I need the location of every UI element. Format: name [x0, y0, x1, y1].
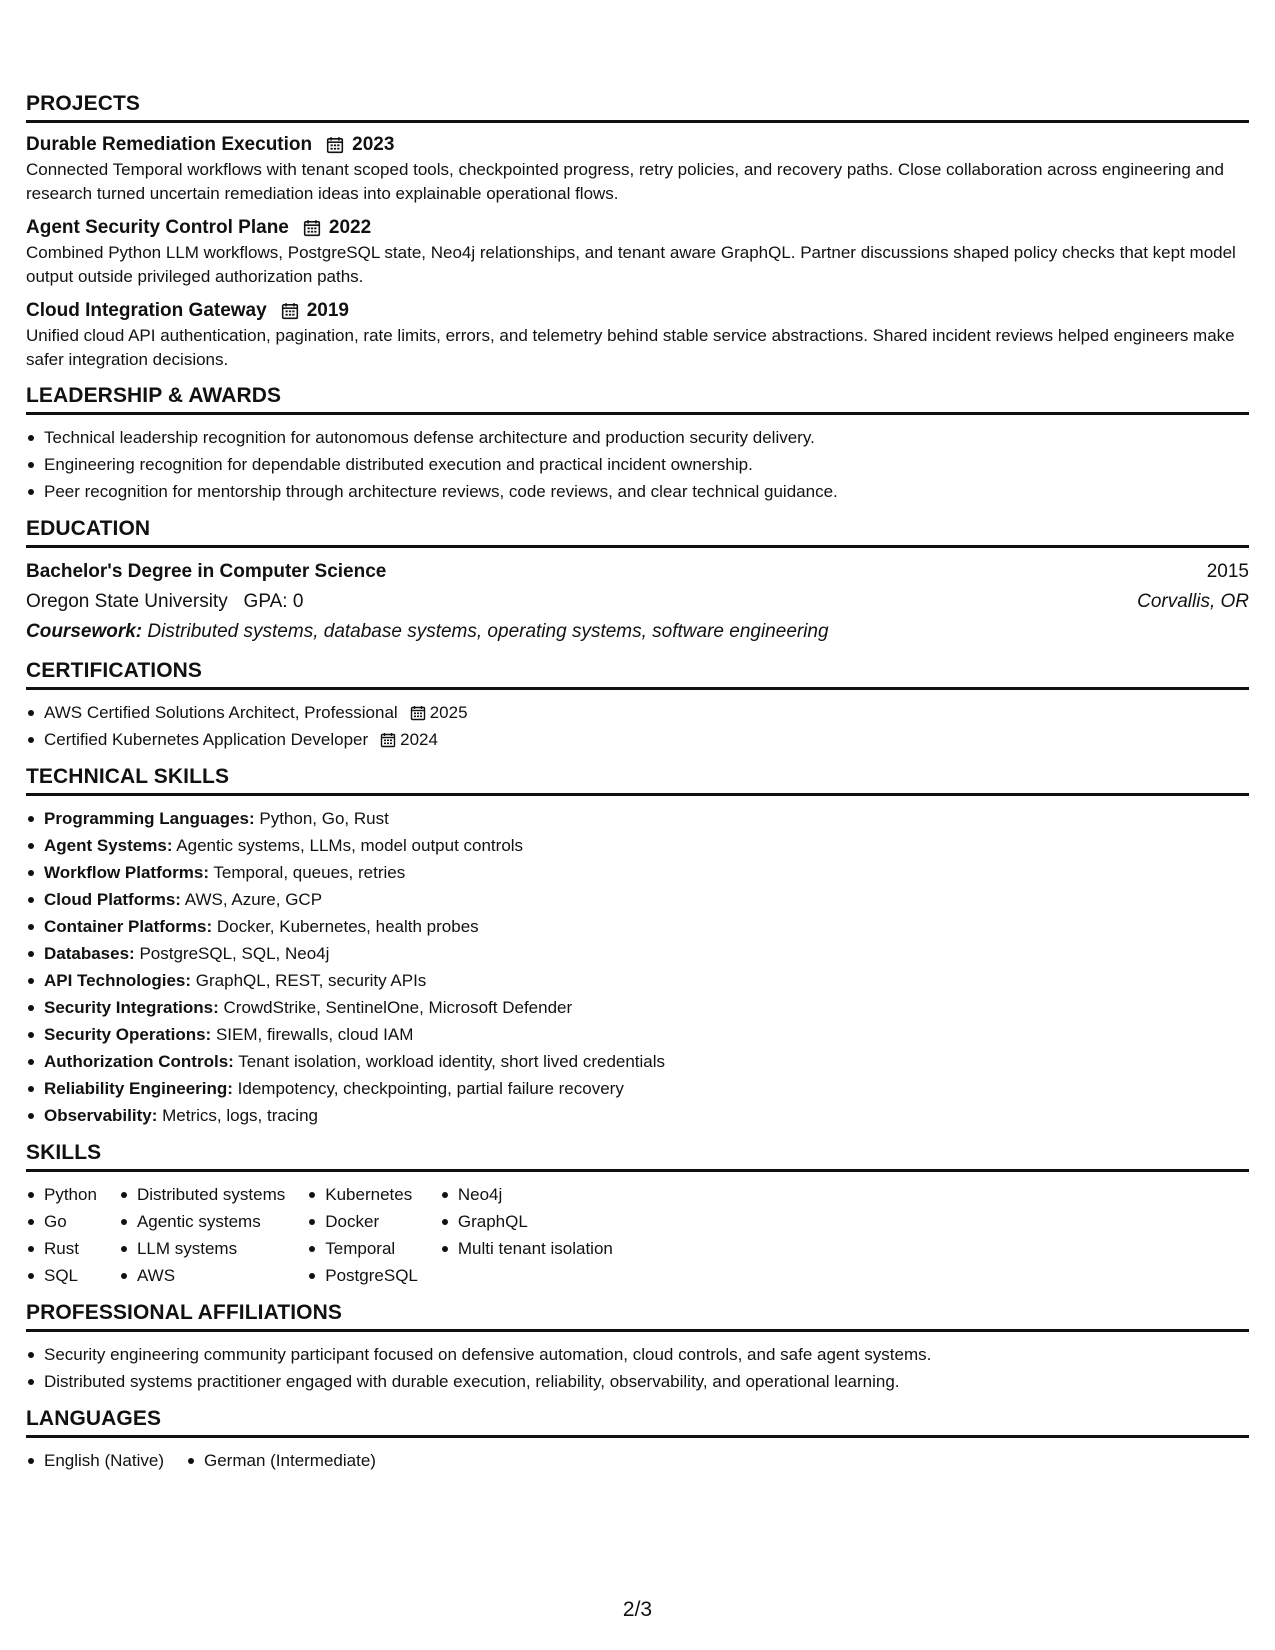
technical-skill-item [26, 859, 1249, 886]
section-title-education: EDUCATION [26, 517, 1249, 548]
technical-skill-label: Container Platforms: [44, 917, 213, 936]
skills-columns [26, 1181, 1249, 1289]
leadership-item: Technical leadership recognition for autonomous defense architecture and production security delivery. [26, 424, 1249, 451]
technical-skill-label: Workflow Platforms: [44, 863, 209, 882]
technical-skill-item [26, 994, 1249, 1021]
education-year: 2015 [1206, 561, 1249, 582]
certification-item [26, 699, 1249, 726]
technical-skill-item [26, 967, 1249, 994]
technical-skill-value: CrowdStrike, SentinelOne, Microsoft Defender [223, 998, 573, 1017]
technical-skill-label: Programming Languages: [44, 809, 255, 828]
certification-year: 2024 [400, 730, 438, 749]
language-group [186, 1447, 376, 1474]
project-description: Combined Python LLM workflows, PostgreSQL state, Neo4j relationships, and tenant aware GraphQL. Partner discussions shaped policy checks that kept model output outside privileged authorization paths. [26, 243, 1236, 286]
technical-skill-value: PostgreSQL, SQL, Neo4j [139, 944, 330, 963]
technical-skill-value: Metrics, logs, tracing [162, 1106, 318, 1125]
calendar-icon [410, 705, 426, 721]
certification-item [26, 726, 1249, 753]
technical-skill-value: Idempotency, checkpointing, partial failure recovery [237, 1079, 624, 1098]
language-group [26, 1447, 164, 1474]
languages-section [26, 1407, 1249, 1474]
skills-column [119, 1181, 285, 1289]
technical-skill-value: Python, Go, Rust [259, 809, 389, 828]
skills-column [440, 1181, 613, 1289]
skill-item: Distributed systems [119, 1181, 285, 1208]
certifications-list [26, 699, 1249, 753]
coursework-label: Coursework: [26, 621, 143, 642]
section-title-skills: SKILLS [26, 1141, 1249, 1172]
skill-item: AWS [119, 1262, 285, 1289]
section-title-technical-skills: TECHNICAL SKILLS [26, 765, 1249, 796]
section-title-languages: LANGUAGES [26, 1407, 1249, 1438]
technical-skill-label: Security Integrations: [44, 998, 219, 1017]
certification-year: 2025 [429, 703, 468, 722]
project-description: Unified cloud API authentication, pagination, rate limits, errors, and telemetry behind stable service abstractions. Shared incident reviews helped engineers make safer integration decisions. [26, 326, 1235, 369]
affiliations-section [26, 1301, 1249, 1395]
projects-section [26, 92, 1249, 372]
skill-item: GraphQL [440, 1208, 613, 1235]
technical-skill-label: Cloud Platforms: [44, 890, 181, 909]
education-gpa: GPA: 0 [243, 591, 304, 612]
technical-skill-value: GraphQL, REST, security APIs [195, 971, 427, 990]
section-title-certifications: CERTIFICATIONS [26, 659, 1249, 690]
technical-skill-value: Agentic systems, LLMs, model output controls [176, 836, 524, 855]
technical-skill-value: Tenant isolation, workload identity, short lived credentials [238, 1052, 666, 1071]
certifications-section [26, 659, 1249, 753]
technical-skill-label: Security Operations: [44, 1025, 212, 1044]
education-degree-row [26, 557, 1249, 587]
skills-column [26, 1181, 97, 1289]
project-item [26, 132, 1249, 206]
project-header [26, 132, 1249, 158]
technical-skill-item [26, 1075, 1249, 1102]
technical-skill-value: Temporal, queues, retries [213, 863, 406, 882]
page-number: 2/3 [622, 1598, 653, 1621]
section-title-leadership: LEADERSHIP & AWARDS [26, 384, 1249, 415]
skills-section [26, 1141, 1249, 1289]
project-description: Connected Temporal workflows with tenant scoped tools, checkpointed progress, retry policies, and recovery paths. Close collaboration across engineering and research turned uncertain remediation ideas into explainable operational flows. [26, 160, 1224, 203]
technical-skill-item [26, 1102, 1249, 1129]
technical-skill-item [26, 886, 1249, 913]
project-item [26, 298, 1249, 372]
technical-skill-label: Reliability Engineering: [44, 1079, 233, 1098]
resume-page [26, 92, 1249, 1486]
languages-list [26, 1447, 1249, 1474]
technical-skill-item [26, 913, 1249, 940]
leadership-item: Engineering recognition for dependable distributed execution and practical incident ownership. [26, 451, 1249, 478]
technical-skill-item [26, 1021, 1249, 1048]
calendar-icon [380, 732, 396, 748]
leadership-list [26, 424, 1249, 505]
skill-item: PostgreSQL [307, 1262, 418, 1289]
project-item [26, 215, 1249, 289]
education-degree: Bachelor's Degree in Computer Science [26, 561, 387, 582]
language-item: German (Intermediate) [186, 1447, 376, 1474]
project-year: 2019 [306, 300, 349, 321]
education-school-row [26, 587, 1249, 617]
leadership-section [26, 384, 1249, 505]
skill-item: Kubernetes [307, 1181, 418, 1208]
certification-name: AWS Certified Solutions Architect, Professional [44, 703, 398, 722]
technical-skill-value: AWS, Azure, GCP [184, 890, 323, 909]
skill-item: SQL [26, 1262, 97, 1289]
education-location: Corvallis, OR [1137, 591, 1249, 612]
skill-item: Rust [26, 1235, 97, 1262]
affiliations-list [26, 1341, 1249, 1395]
project-name: Durable Remediation Execution [26, 134, 313, 155]
technical-skill-item [26, 805, 1249, 832]
technical-skill-label: Observability: [44, 1106, 158, 1125]
section-title-projects: PROJECTS [26, 92, 1249, 123]
technical-skills-list [26, 805, 1249, 1129]
calendar-icon [326, 136, 344, 154]
skill-item: Python [26, 1181, 97, 1208]
technical-skill-item [26, 832, 1249, 859]
project-header [26, 215, 1249, 241]
technical-skill-label: Databases: [44, 944, 135, 963]
certification-name: Certified Kubernetes Application Developer [44, 730, 369, 749]
technical-skill-label: Agent Systems: [44, 836, 173, 855]
education-section [26, 517, 1249, 647]
technical-skill-label: API Technologies: [44, 971, 192, 990]
skill-item: Docker [307, 1208, 418, 1235]
technical-skill-item [26, 940, 1249, 967]
skill-item: Temporal [307, 1235, 418, 1262]
section-title-affiliations: PROFESSIONAL AFFILIATIONS [26, 1301, 1249, 1332]
coursework-text: Distributed systems, database systems, operating systems, software engineering [147, 621, 829, 642]
technical-skill-value: Docker, Kubernetes, health probes [216, 917, 479, 936]
affiliation-item: Distributed systems practitioner engaged with durable execution, reliability, observability, and operational learning. [26, 1368, 1249, 1395]
projects-list [26, 132, 1249, 372]
calendar-icon [303, 219, 321, 237]
skills-column [307, 1181, 418, 1289]
affiliation-item: Security engineering community participant focused on defensive automation, cloud controls, and safe agent systems. [26, 1341, 1249, 1368]
project-name: Cloud Integration Gateway [26, 300, 267, 321]
language-item: English (Native) [26, 1447, 164, 1474]
technical-skills-section [26, 765, 1249, 1129]
skill-item: LLM systems [119, 1235, 285, 1262]
project-name: Agent Security Control Plane [26, 217, 289, 238]
education-coursework [26, 617, 1249, 647]
project-year: 2022 [328, 217, 372, 238]
technical-skill-value: SIEM, firewalls, cloud IAM [215, 1025, 414, 1044]
project-year: 2023 [352, 134, 395, 155]
education-school: Oregon State University [26, 591, 228, 612]
skill-item: Agentic systems [119, 1208, 285, 1235]
technical-skill-label: Authorization Controls: [44, 1052, 234, 1071]
skill-item: Go [26, 1208, 97, 1235]
education-school-line [26, 587, 303, 617]
leadership-item: Peer recognition for mentorship through architecture reviews, code reviews, and clear technical guidance. [26, 478, 1249, 505]
skill-item: Multi tenant isolation [440, 1235, 613, 1262]
technical-skill-item [26, 1048, 1249, 1075]
certification-row [44, 726, 1249, 753]
skill-item: Neo4j [440, 1181, 613, 1208]
project-header [26, 298, 1249, 324]
certification-row [44, 699, 1249, 726]
calendar-icon [281, 302, 299, 320]
